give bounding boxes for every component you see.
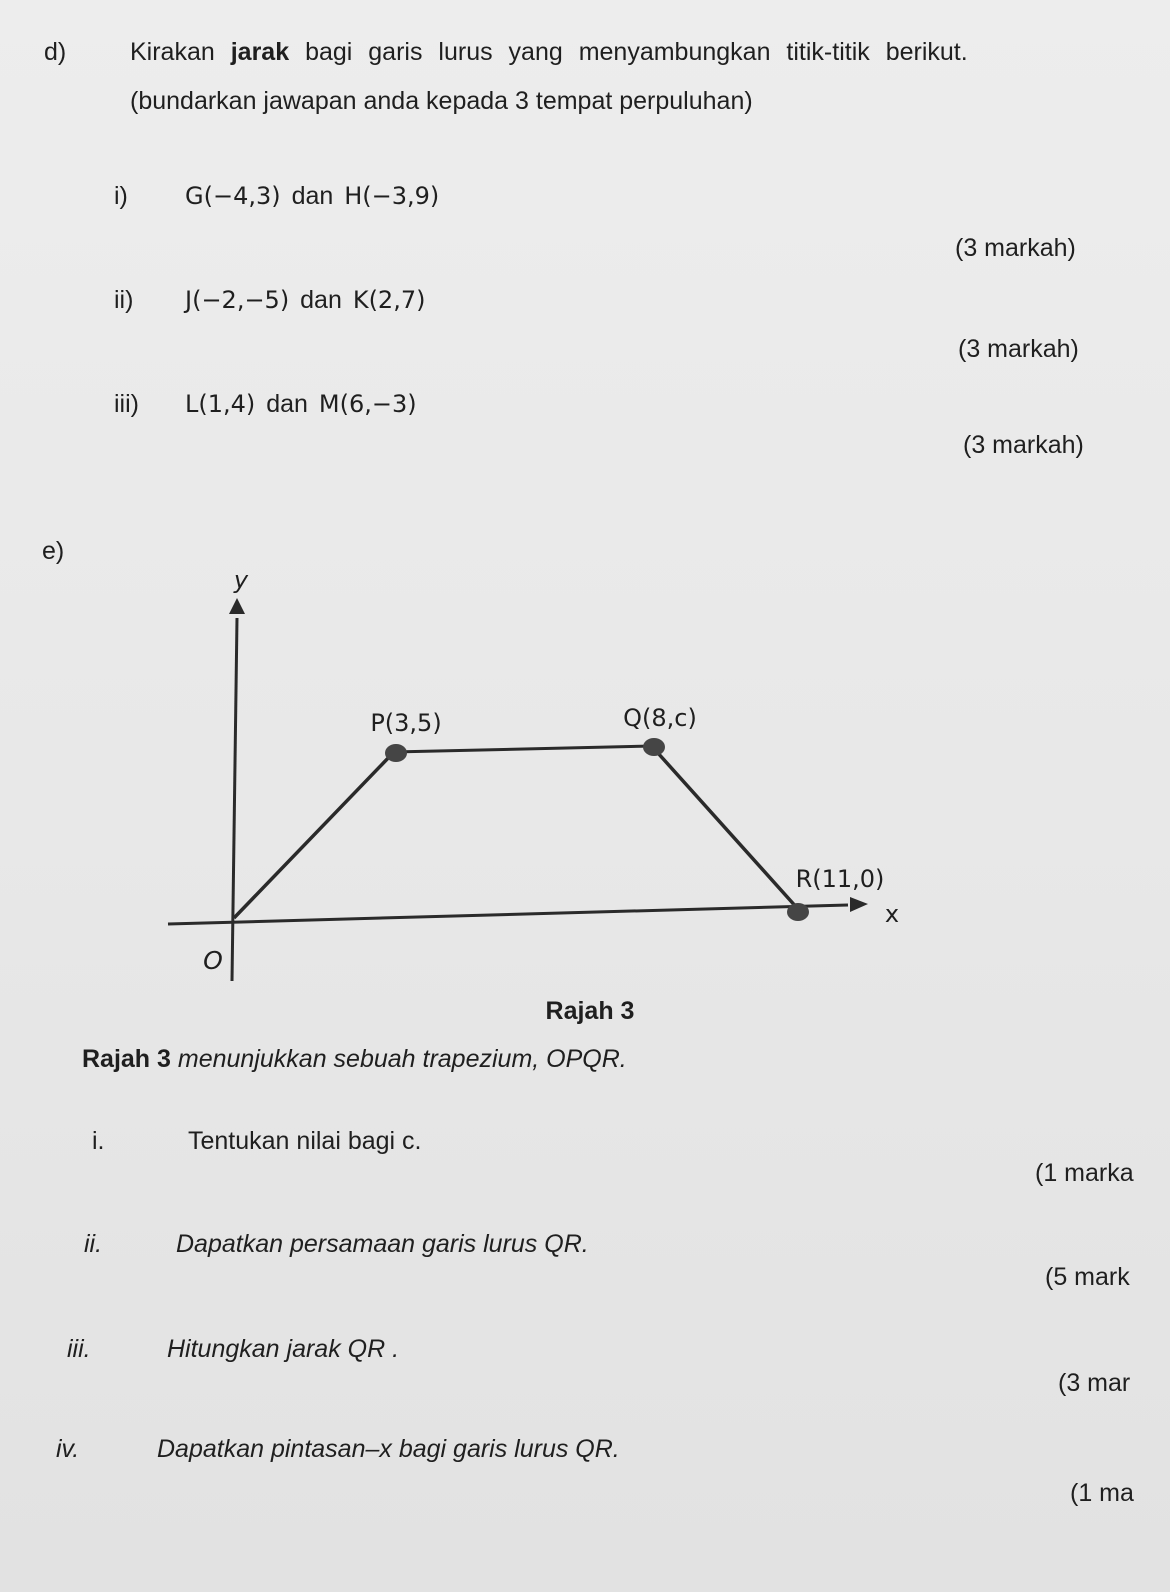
question-number: i. (92, 1127, 105, 1155)
item-number: i) (114, 182, 128, 210)
point-p-label: P(3,5) (370, 709, 442, 737)
question-number: ii. (84, 1230, 103, 1258)
x-axis (168, 905, 848, 924)
point-q-label: Q(8,c) (623, 704, 697, 732)
point-j: J(−2,−5) (185, 286, 290, 314)
figure-intro-text: menunjukkan sebuah trapezium, OPQR. (177, 1045, 627, 1073)
x-axis-arrow (850, 897, 868, 912)
side-pq (393, 746, 654, 752)
origin-label: O (203, 946, 223, 975)
question-marks: (1 marka (1035, 1159, 1134, 1187)
rounding-note: (bundarkan jawapan anda kepada 3 tempat perpuluhan) (130, 87, 753, 115)
part-e-label: e) (42, 537, 65, 565)
item-marks: (3 markah) (963, 431, 1084, 459)
vertex-p-dot (385, 744, 407, 762)
point-r-label: R(11,0) (795, 865, 885, 893)
side-qr (657, 752, 798, 909)
question-marks: (3 mar (1058, 1369, 1131, 1397)
question-text: Dapatkan persamaan garis lurus QR. (176, 1230, 589, 1258)
y-axis (232, 618, 237, 981)
point-h: H(−3,9) (344, 182, 440, 210)
point-m: M(6,−3) (318, 390, 417, 418)
side-op (234, 753, 393, 918)
item-joiner: dan (266, 390, 308, 418)
question-text: Dapatkan pintasan–x bagi garis lurus QR. (157, 1435, 620, 1463)
instruction-text-before: Kirakan (130, 38, 215, 66)
point-k: K(2,7) (352, 286, 426, 314)
part-d-label: d) (44, 38, 67, 66)
y-axis-arrow (229, 598, 245, 614)
question-number: iii. (67, 1335, 91, 1363)
figure-intro (82, 1044, 627, 1074)
point-g: G(−4,3) (185, 182, 281, 210)
point-l: L(1,4) (185, 390, 256, 418)
instruction-text-after: bagi garis lurus yang menyambungkan titik-titik berikut. (305, 38, 968, 66)
question-marks: (5 mark (1045, 1263, 1130, 1291)
item-marks: (3 markah) (958, 335, 1079, 363)
item-marks: (3 markah) (955, 234, 1076, 262)
question-marks: (1 ma (1070, 1479, 1134, 1507)
vertex-q-dot (643, 738, 665, 756)
y-axis-label: y (233, 566, 249, 594)
question-text: Hitungkan jarak QR . (167, 1335, 400, 1363)
figure-ref: Rajah 3 (82, 1045, 171, 1073)
instruction-keyword: jarak (230, 38, 290, 66)
x-axis-label: x (884, 900, 900, 928)
vertex-r-dot (787, 903, 809, 921)
figure-caption: Rajah 3 (545, 997, 635, 1025)
item-joiner: dan (291, 182, 334, 210)
item-joiner: dan (300, 286, 342, 314)
item-number: ii) (114, 286, 134, 314)
question-text: Tentukan nilai bagi c. (188, 1127, 422, 1155)
question-number: iv. (56, 1435, 80, 1463)
item-number: iii) (114, 390, 139, 418)
